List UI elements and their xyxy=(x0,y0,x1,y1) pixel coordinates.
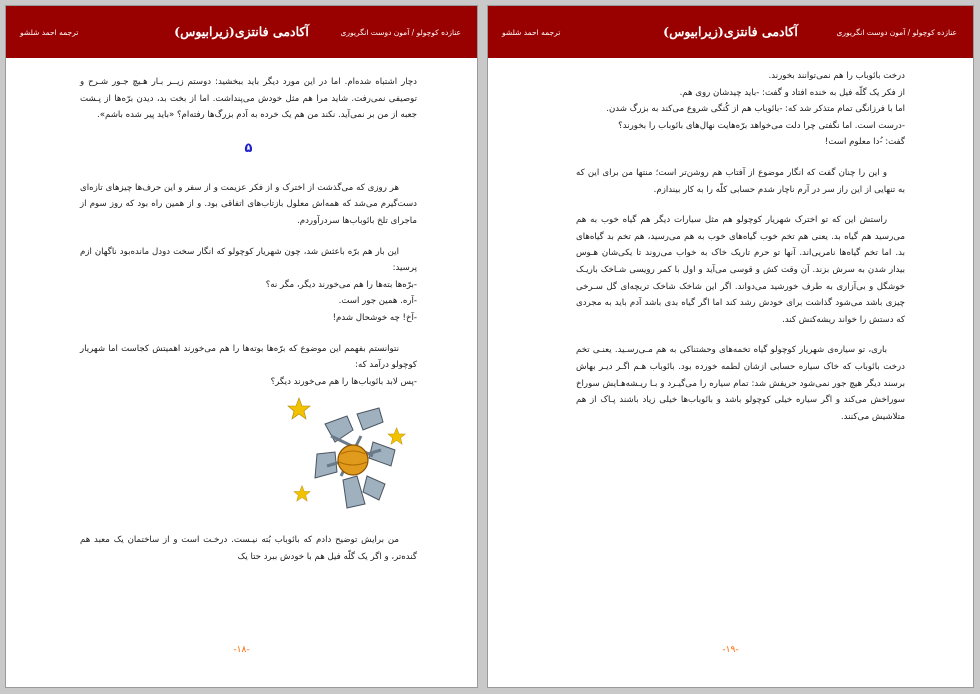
baobab-planet-illustration xyxy=(287,396,417,526)
header-title: آکادمی فانتزی(زیرابیوس) xyxy=(174,24,309,39)
star-icon xyxy=(288,398,310,419)
dialogue-line: از فکر یک گلّه فیل به خنده افتاد و گفت: -باید چیدشان روی هم. xyxy=(679,87,905,98)
dialogue-line: -آخ! چه خوشحال شدم! xyxy=(332,312,417,323)
star-icon xyxy=(388,428,406,445)
paragraph: دچار اشتباه شده‌ام. اما در این مورد دیگر باید ببخشید: دوستم زیــر بـار هـیچ جـور شـرح و توصیفی نمی‌رفت. شاید مرا هم مثل خودش می‌پنداشت. اما از بخت بد، دیدن برّه‌ها از پـشت جعبه از من بر نمی‌آید. نکند من هم یک خرده به آدم بزرگ‌ها رفته‌ام؟ «باید پیر شده باشم». xyxy=(80,77,417,121)
dialogue-line: -برّه‌ها بته‌ها را هم می‌خورند دیگر، مگر نه؟ xyxy=(265,279,417,290)
planet xyxy=(338,445,368,475)
dialogue-line: -درست است. اما نگفتی چرا دلت می‌خواهد برّه‌هایت نهال‌های بائوباب را بخورند؟ xyxy=(618,120,905,131)
paragraph: من برایش توضیح دادم که بائوباب بُته نیـست. درخـت است و از ساختمان یک معبد هم گنده‌تر، و اگر یک گلّه فیل هم با خودش ببرد حتا یک xyxy=(80,535,417,562)
chapter-number: ۵ xyxy=(244,140,253,156)
page-body xyxy=(80,74,417,566)
header-translator: ترجمه احمد شلشو xyxy=(502,28,561,37)
page-number: -۱۹- xyxy=(722,645,739,655)
page-body xyxy=(576,68,905,425)
dialogue-line: -پس لابد بائوباب‌ها را هم می‌خورند دیگر؟ xyxy=(270,376,417,387)
paragraph: باری، تو سیاره‌ی شهریار کوچولو گیاه تخمه‌های وحشتناکی به هم مـی‌رسـید. یعنـی تخم درخت بائوباب که خاک سیاره حسابی ازشان لطمه خورده بود. بائوباب هـم اگـر دیـر بهاش برسند دیگر هیچ جور نمی‌شود حریفش شد: تمام سیاره را می‌گیـرد و بـا ریـشه‌هـایش سوراخ سوراخش می‌کند و اگر سیاره خیلی کوچولو باشد و بائوباب‌ها خیلی زیاد باشند پـاک از هم متلاشیش می‌کنند. xyxy=(576,345,905,422)
dialogue-line: درخت بائوباب را هم نمی‌توانند بخورند. xyxy=(768,71,905,81)
pdf-page-19 xyxy=(487,5,974,688)
paragraph: هر روزی که می‌گذشت از اخترک و از فکر عزیمت و از سفر و این حرف‌ها چیزهای تازه‌ای دست‌گیرم می‌شد که همه‌اش معلول بازتاب‌های اتفاقی بود. و از همین راه بود که روز سوم از ماجرای تلخ بائوباب‌ها سردرآوردم. xyxy=(80,182,417,226)
dialogue-line: گفت: -ُدا معلوم است! xyxy=(824,137,905,148)
pdf-page-18 xyxy=(5,5,478,688)
header-translator: ترجمه احمد شلشو xyxy=(20,28,79,37)
dialogue-line: -آره. همین جور است. xyxy=(338,296,417,307)
paragraph: و این را چنان گفت که انگار موضوع از آفتاب هم روشن‌تر است؛ منتها من برای این که به تنهایی از این راز سر در آرم ناچار شدم حسابی کلّه را به کار بیندازم. xyxy=(576,167,905,195)
header-title: آکادمی فانتزی(زیرابیوس) xyxy=(663,24,798,39)
dialogue-line: اما با فرزانگی تمام متذکر شد که: -بائوباب هم از کُنگی شروع می‌کند به بزرگ شدن. xyxy=(606,104,905,115)
page-header xyxy=(488,6,973,58)
illustration-svg xyxy=(287,396,417,526)
paragraph: این بار هم برّه باعثش شد، چون شهریار کوچولو که انگار سخت دودل مانده‌بود ناگهان ازم پرسید: xyxy=(80,246,417,274)
paragraph: نتوانستم بفهمم این موضوع که برّه‌ها بوته‌ها را هم می‌خورند اهمیتش کجاست اما شهریار کوچولو درآمد که: xyxy=(80,343,417,371)
page-number: -۱۸- xyxy=(233,645,250,655)
star-icon xyxy=(294,486,311,502)
header-book-title: عنازده کوچولو / آمون دوست انگریوری xyxy=(340,28,461,37)
header-book-title: عنازده کوچولو / آمون دوست انگریوری xyxy=(836,28,957,37)
page-header xyxy=(6,6,477,58)
paragraph: راستش این که تو اخترک شهریار کوچولو هم مثل سیارات دیگر هم گیاه خوب به هم می‌رسید هم گیاه بد. یعنی هم تخم خوب گیاه‌های خوب به هم می‌رسید، هم تخم بد گیاه‌های بد. اما تخم گیاه‌ها نامریی‌اند. آنها تو حرم تاریک خاک به خواب می‌روند تا یکی‌شان هـوس بیدار شدن به سرش بزند. آن وقت کش و قوسی می‌آید و اول با کمر رویسی شـاخک باریـک خوشگل و بی‌آزاری به طرف خورشید می‌دواند. اگر این شاخک شاخک تربچه‌ای گل سـرخی چیزی باشد می‌شود گذاشت برای خودش رشد کند اما اگر گیاه بدی باشد آدم باید به مجردی که دستش را خواند ریشه‌کنش کند. xyxy=(576,215,905,325)
